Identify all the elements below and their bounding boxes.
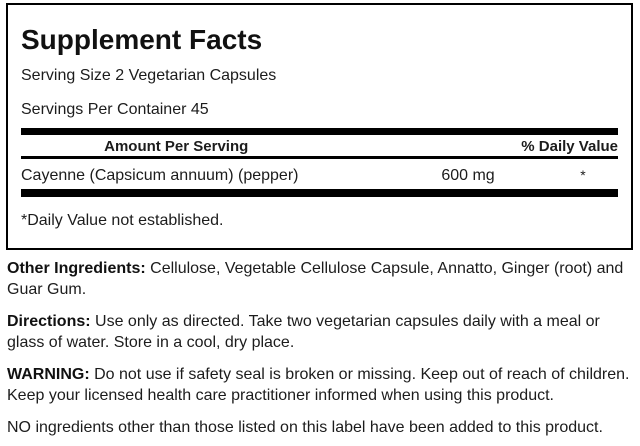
daily-value-header: % Daily Value (521, 138, 618, 155)
daily-value-footnote: *Daily Value not established. (21, 212, 224, 229)
divider-thick-bottom (21, 189, 618, 197)
warning-paragraph (7, 364, 634, 406)
other-ingredients-label: Other Ingredients: (7, 260, 146, 277)
warning-label: WARNING: (7, 366, 90, 383)
supplement-facts-panel (6, 3, 633, 250)
directions-label: Directions: (7, 313, 91, 330)
no-added-ingredients-paragraph: NO ingredients other than those listed on this label have been added to this product. (7, 419, 603, 436)
ingredient-amount: 600 mg (441, 167, 495, 184)
table-header-row (21, 135, 618, 156)
directions-paragraph (7, 311, 634, 353)
table-row (21, 159, 618, 189)
amount-per-serving-header: Amount Per Serving (104, 138, 249, 155)
directions-text: Use only as directed. Take two vegetarian capsules daily with a meal or glass of water. Store in a cool, dry place. (7, 313, 600, 351)
divider-thick-top (21, 128, 618, 135)
other-ingredients-text: Cellulose, Vegetable Cellulose Capsule, Annatto, Ginger (root) and Guar Gum. (7, 260, 624, 298)
warning-text: Do not use if safety seal is broken or missing. Keep out of reach of children. Keep your licensed health care practitioner informed when using this product. (7, 366, 630, 404)
ingredient-name: Cayenne (Capsicum annuum) (pepper) (21, 167, 299, 184)
info-paragraphs (7, 258, 634, 446)
ingredient-daily-value: * (580, 167, 586, 183)
other-ingredients-paragraph (7, 258, 634, 300)
panel-title: Supplement Facts (21, 24, 263, 55)
serving-size: Serving Size 2 Vegetarian Capsules (21, 67, 277, 84)
servings-per-container: Servings Per Container 45 (21, 101, 209, 118)
